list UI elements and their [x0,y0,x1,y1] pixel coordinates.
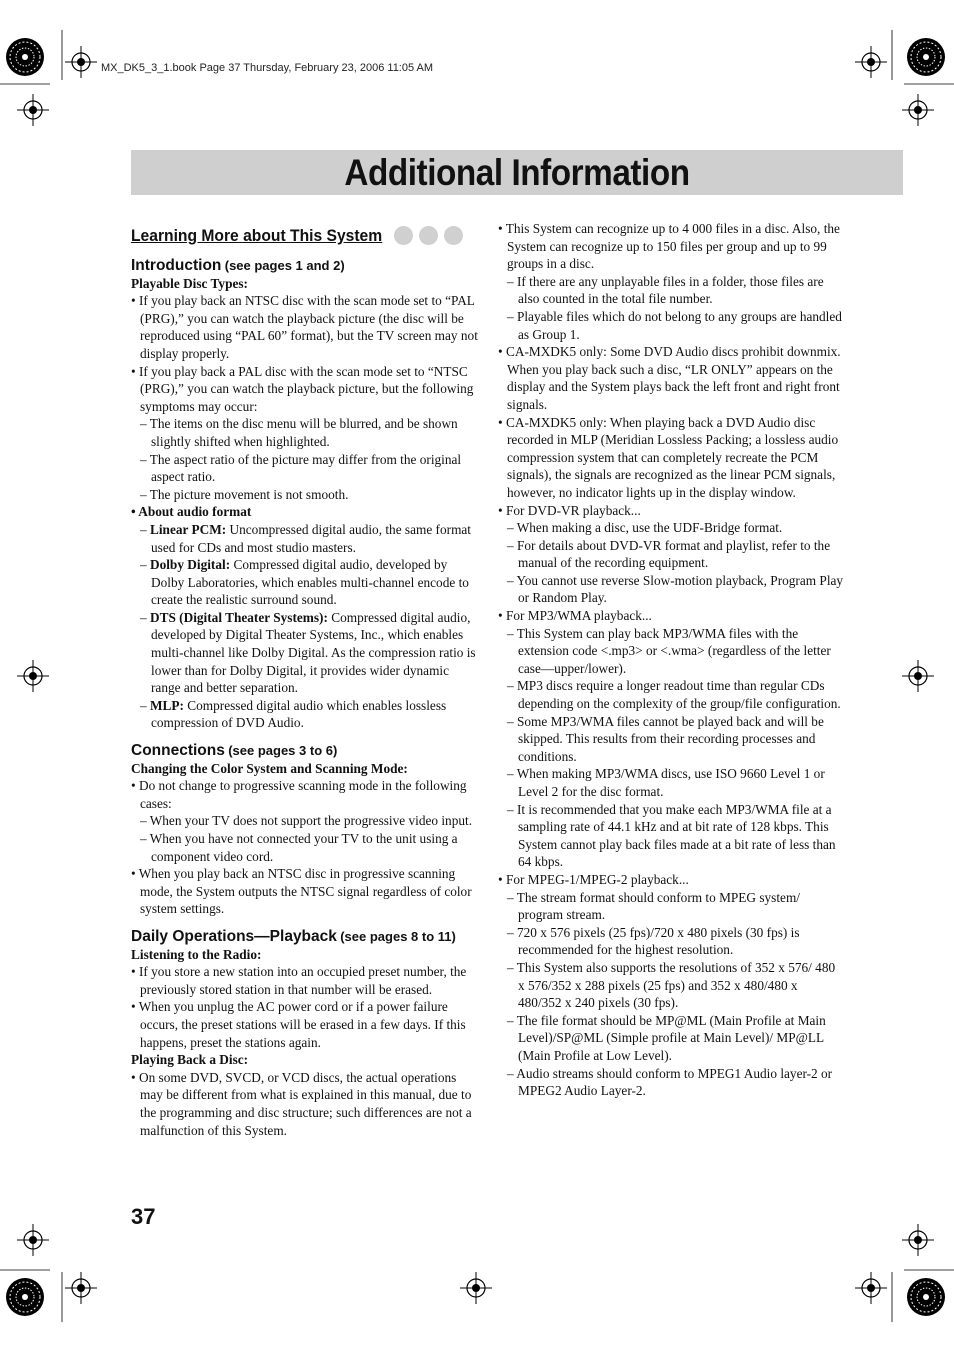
page-number: 37 [131,1204,156,1229]
dash-item-dolby-digital: – Dolby Digital: Compressed digital audio, developed by Dolby Laboratories, which enables multi-channel encode to create the realistic surround sound. [140,557,469,608]
subheading-daily-operations: Daily Operations—Playback (see pages 8 to 11) [131,927,456,945]
bullet: • If you play back an NTSC disc with the scan mode set to “PAL (PRG),” you can watch the playback picture (the disc will be reproduced using “PAL 60” format), but the TV screen may not display properly. [131,293,478,361]
bullet: • If you store a new station into an occupied preset number, the previously stored station in that number will be erased. [131,964,467,997]
dash-item: – This System can play back MP3/WMA files with the extension code <.mp3> or <.wma> (regardless of the letter case—upper/lower). [507,625,831,676]
label-listening-radio: Listening to the Radio: [131,946,262,962]
dash-item: – MP3 discs require a longer readout time than regular CDs depending on the complexity of the group/file configuration. [507,678,841,712]
dash-item: – Some MP3/WMA files cannot be played back and will be skipped. This results from their recording processes and conditions. [507,713,824,764]
dash-item: – This System also supports the resolutions of 352 x 576/ 480 x 576/352 x 288 pixels (25 fps) and 352 x 480/480 x 480/352 x 240 pixels (30 fps). [507,959,836,1011]
bullet: • If you play back a PAL disc with the scan mode set to “NTSC (PRG),” you can watch the playback picture, but the following symptoms may occur: [131,363,474,414]
dash-item: – The items on the disc menu will be blurred, and be shown slightly shifted when highlighted. [140,416,458,449]
dash-item: – You cannot use reverse Slow-motion playback, Program Play or Random Play. [507,572,844,606]
bullet: • For DVD-VR playback... [498,502,641,518]
left-column [131,226,479,1139]
bullet: • When you unplug the AC power cord or if a power failure occurs, the preset stations will be erased in a few days. If this happens, preset the stations again. [131,999,466,1050]
dash-item-dts: – DTS (Digital Theater Systems): Compressed digital audio, developed by Digital Theater Systems, Inc., which enables multi-channel like Dolby Digital. As the compression ratio is lower than for Dolby Digital, it provides wider dynamic range and better separation. [140,609,476,696]
dash-item: – Audio streams should conform to MPEG1 Audio layer-2 or MPEG2 Audio Layer-2. [507,1065,833,1099]
dash-item: – If there are any unplayable files in a folder, those files are also counted in the total file number. [507,273,824,307]
bullet: • CA-MXDK5 only: When playing back a DVD Audio disc recorded in MLP (Meridian Lossless Packing; a lossless audio compression system that can completely recreate the PCM signals), the signals are recognized as the linear PCM signals, however, no indicator lights up in the display window. [498,414,839,500]
section-title: Learning More about This System [131,225,383,245]
dash-item: – The aspect ratio of the picture may differ from the original aspect ratio. [140,451,462,485]
dash-item: – When making MP3/WMA discs, use ISO 9660 Level 1 or Level 2 for the disc format. [507,766,825,799]
subheading-connections: Connections (see pages 3 to 6) [131,742,338,760]
bullet: • CA-MXDK5 only: Some DVD Audio discs prohibit downmix. When you play back such a disc, “LR ONLY” appears on the display and the System plays back the left front and right front signals. [498,344,841,412]
dash-item: – When making a disc, use the UDF-Bridge format. [507,520,783,536]
dash-item: – For details about DVD-VR format and playlist, refer to the manual of the recording equipment. [507,537,831,571]
bullet: • For MP3/WMA playback... [498,608,652,624]
print-header: MX_DK5_3_1.book Page 37 Thursday, February 23, 2006 11:05 AM [101,62,434,74]
dash-item: – It is recommended that you make each MP3/WMA file at a sampling rate of 44.1 kHz and at bit rate of 128 kbps. This System cannot play back files made at a bit rate of less than 64 kbps. [507,801,836,870]
dash-item: – 720 x 576 pixels (25 fps)/720 x 480 pixels (30 fps) is recommended for the highest resolution. [507,924,800,958]
bullet: • When you play back an NTSC disc in progressive scanning mode, the System outputs the NTSC signal regardless of color system settings. [131,866,472,917]
dash-item: – Playable files which do not belong to any groups are handled as Group 1. [507,308,842,342]
dash-item-linear-pcm: – Linear PCM: Uncompressed digital audio, the same format used for CDs and most studio masters. [140,521,472,555]
bullet: • This System can recognize up to 4 000 files in a disc. Also, the System can recognize up to 150 files per group and up to 99 groups in a disc. [498,221,840,272]
dash-item: – The file format should be MP@ML (Main Profile at Main Level)/SP@ML (Simple profile at Main Level)/ MP@LL (Main Profile at Low Level). [507,1012,826,1063]
label-playable-disc-types: Playable Disc Types: [131,275,248,291]
title-bar [131,150,903,195]
subheading-introduction: Introduction (see pages 1 and 2) [131,257,345,274]
section-dots-icon [394,226,463,245]
dash-item: – When you have not connected your TV to the unit using a component video cord. [140,831,458,864]
label-color-system: Changing the Color System and Scanning Mode: [131,760,408,776]
dash-item: – When your TV does not support the progressive video input. [140,813,473,829]
page-title: Additional Information [344,152,690,193]
right-column [498,220,844,1100]
bullet-audio-format: • About audio format [131,504,252,520]
bullet: • Do not change to progressive scanning mode in the following cases: [131,778,467,811]
dash-item-mlp: – MLP: Compressed digital audio which enables lossless compression of DVD Audio. [140,697,447,731]
bullet: • On some DVD, SVCD, or VCD discs, the actual operations may be different from what is explained in this manual, due to the programming and disc structure; such differences are not a malfunction of this System. [131,1069,472,1138]
dash-item: – The picture movement is not smooth. [140,486,349,502]
section-header [131,226,479,245]
label-playing-disc: Playing Back a Disc: [131,1052,249,1068]
dash-item: – The stream format should conform to MPEG system/ program stream. [507,889,800,923]
bullet: • For MPEG-1/MPEG-2 playback... [498,871,689,887]
